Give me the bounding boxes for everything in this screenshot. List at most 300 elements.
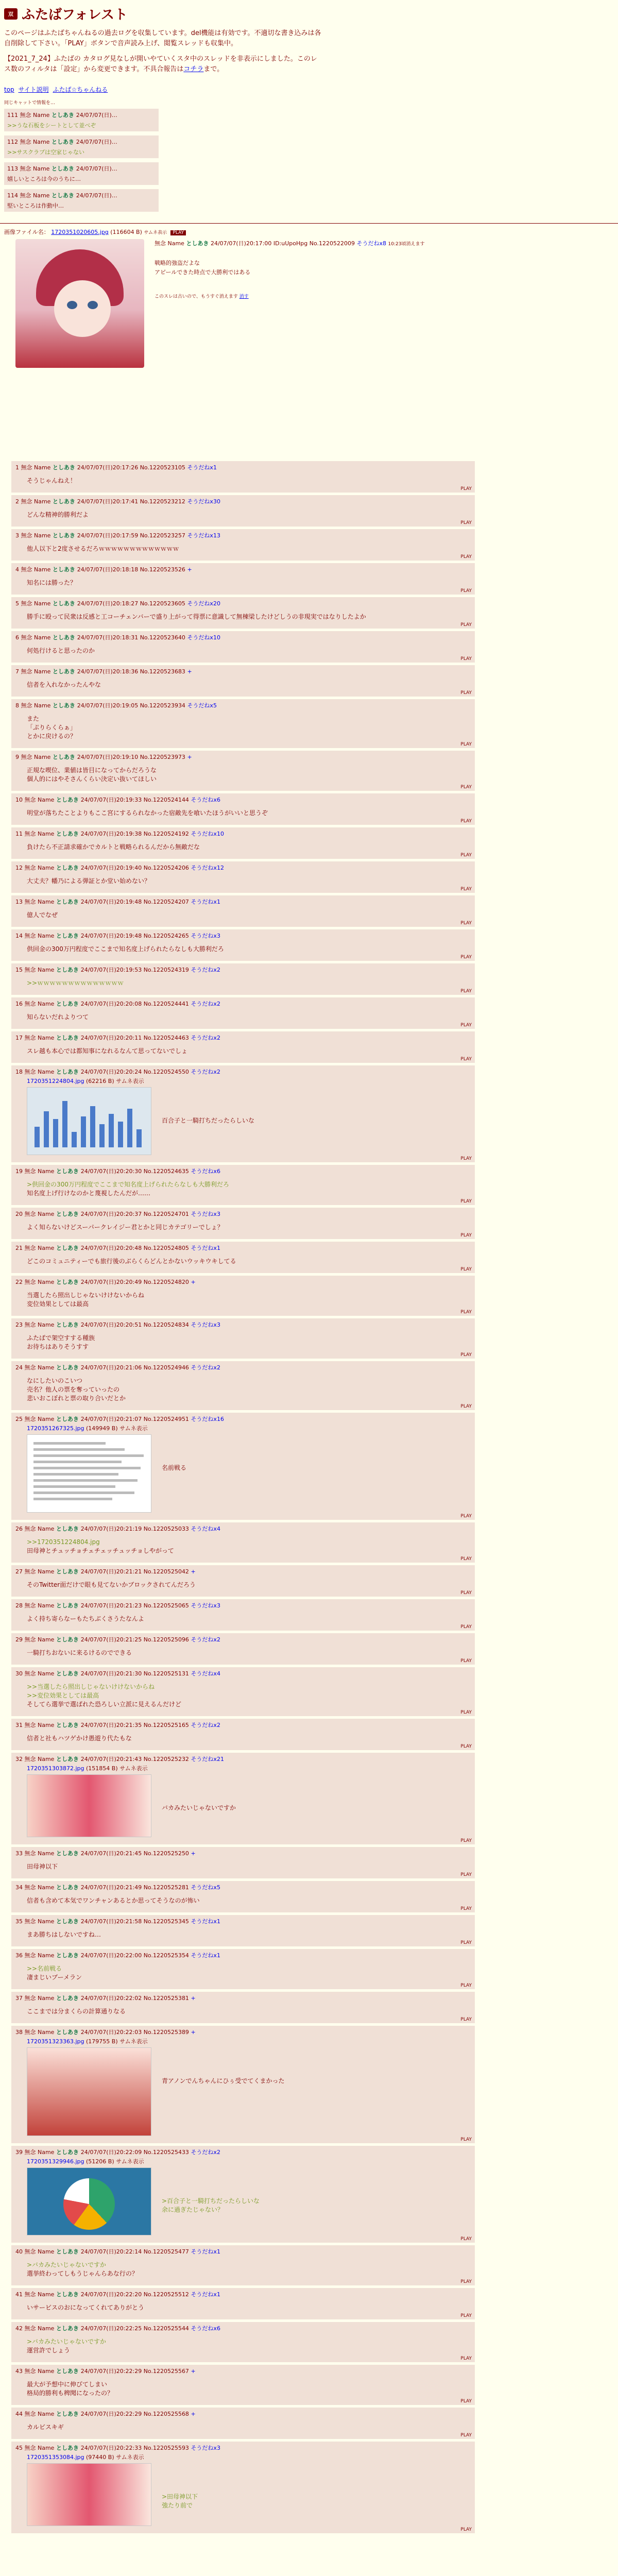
reply-no[interactable]: No.1220525232 [143, 1756, 191, 1762]
reply-del-link[interactable]: PLAY [460, 2313, 472, 2318]
reply-header [15, 463, 471, 471]
reply-header [15, 999, 471, 1008]
reply-sod-button[interactable]: そうだねx1 [191, 2291, 220, 2298]
reply-del-link[interactable]: PLAY [460, 955, 472, 960]
reply-no[interactable]: No.1220525033 [143, 1526, 191, 1532]
reply-post [11, 495, 475, 527]
reply-file-link[interactable]: 1720351353084.jpg [27, 2454, 84, 2461]
reply-file-note: サムネ表示 [119, 1765, 148, 1772]
reply-date: 24/07/07(日)20:20:11 [80, 1035, 144, 1041]
op-thumb-eye-left [67, 301, 77, 309]
reply-thumbnail-image[interactable] [27, 2047, 151, 2136]
reply-no[interactable]: No.1220524144 [143, 796, 191, 803]
site-logo-icon[interactable]: 双 [4, 8, 18, 20]
reply-number: 30 [15, 1670, 25, 1677]
reply-sod-button[interactable]: そうだねx21 [191, 1756, 224, 1762]
op-expire-note [154, 293, 249, 299]
reply-post [11, 1065, 475, 1162]
reply-no[interactable]: No.1220525354 [143, 1952, 191, 1959]
reply-number: 15 [15, 967, 25, 973]
reply-del-link[interactable]: PLAY [460, 1940, 472, 1945]
reply-number: 44 [15, 2411, 25, 2417]
reply-author: としあき [56, 1069, 81, 1075]
reply-header [15, 1994, 471, 2002]
reply-text-line: 知名には勝った？ [27, 579, 77, 586]
reply-no[interactable]: No.1220524319 [143, 967, 191, 973]
reply-author: としあき [56, 1321, 81, 1328]
reply-author: としあき [56, 1884, 81, 1891]
reply-header [15, 1849, 471, 1857]
reply-no[interactable]: No.1220525250 [143, 1850, 191, 1857]
reply-body [27, 1649, 471, 1657]
op-file-link[interactable]: 1720351020605.jpg [51, 229, 109, 235]
reply-sod-button[interactable]: + [191, 1995, 196, 2002]
catalog-item-name: 無念 Name [20, 139, 52, 145]
catalog-item[interactable] [4, 135, 159, 158]
reply-text-line: どこのコミュニティーでも旅行後のぶらくらどんとかないウッキウキしてる [27, 1258, 236, 1265]
reply-no[interactable]: No.1220524550 [143, 1069, 191, 1075]
reply-no[interactable]: No.1220525096 [143, 1636, 191, 1643]
reply-no[interactable]: No.1220524701 [143, 1211, 191, 1217]
reply-header [15, 1635, 471, 1643]
reply-thumbnail-image[interactable] [27, 2463, 151, 2526]
reply-author: としあき [56, 1168, 81, 1175]
reply-date: 24/07/07(日)20:22:29 [80, 2368, 144, 2375]
reply-name: 無念 Name [24, 933, 56, 939]
reply-name: 無念 Name [21, 532, 53, 539]
op-sod-button[interactable]: そうだねx8 [356, 240, 387, 247]
reply-number: 18 [15, 1069, 25, 1075]
reply-no[interactable]: No.1220524834 [143, 1321, 191, 1328]
reply-no[interactable]: No.1220524192 [143, 831, 191, 837]
chart-thumb-bar [35, 1127, 40, 1147]
reply-post [11, 1361, 475, 1410]
reply-sod-button[interactable]: + [191, 2029, 196, 2036]
reply-del-link[interactable]: PLAY [460, 1624, 472, 1630]
reply-del-link[interactable]: PLAY [460, 486, 472, 492]
reply-date: 24/07/07(日)20:22:20 [80, 2291, 144, 2298]
reply-sod-button[interactable]: そうだねx1 [191, 1952, 220, 1959]
reply-sod-button[interactable]: そうだねx2 [191, 1069, 220, 1075]
reply-del-link[interactable]: PLAY [460, 1233, 472, 1238]
reply-no[interactable]: No.1220523212 [140, 498, 187, 505]
reply-del-link[interactable]: PLAY [460, 656, 472, 662]
reply-quote: >バカみたいじゃないですか [27, 2338, 107, 2345]
reply-no[interactable]: No.1220525568 [143, 2411, 191, 2417]
reply-no[interactable]: No.1220524206 [143, 865, 191, 871]
catalog-item-name: 無念 Name [20, 112, 52, 118]
reply-header [15, 565, 471, 573]
reply-del-link[interactable]: PLAY [460, 1906, 472, 1911]
reply-no[interactable]: No.1220525512 [143, 2291, 191, 2298]
reply-text-line: そうじゃんねえ！ [27, 477, 77, 484]
reply-post [11, 2026, 475, 2143]
reply-body [27, 647, 471, 655]
nav-link-top[interactable]: top [4, 86, 14, 93]
reply-sod-button[interactable]: + [191, 1568, 196, 1575]
reply-header [15, 863, 471, 872]
catalog-item[interactable] [4, 109, 159, 131]
reply-sod-button[interactable]: そうだねx3 [191, 1602, 220, 1609]
reply-del-link[interactable]: PLAY [460, 1556, 472, 1562]
reply-sod-button[interactable]: そうだねx4 [191, 1670, 220, 1677]
reply-no[interactable]: No.1220523640 [140, 634, 187, 641]
reply-thumbnail-image[interactable] [27, 2167, 151, 2235]
catalog-item[interactable] [4, 162, 159, 185]
op-play-button[interactable]: PLAY [170, 230, 186, 235]
reply-sod-button[interactable]: + [187, 566, 192, 573]
reply-post [11, 1522, 475, 1563]
reply-number: 24 [15, 1364, 25, 1371]
op-no[interactable]: No.1220522009 [309, 240, 355, 247]
reply-no[interactable]: No.1220524951 [143, 1416, 191, 1422]
chart-thumb-bar [136, 1129, 142, 1147]
reply-sod-button[interactable]: そうだねx6 [191, 2325, 220, 2332]
reply-no[interactable]: No.1220525381 [143, 1995, 191, 2002]
reply-number: 10 [15, 796, 25, 803]
reply-no[interactable]: No.1220525544 [143, 2325, 191, 2332]
reply-sod-button[interactable]: そうだねx5 [191, 1884, 220, 1891]
reply-no[interactable]: No.1220524265 [143, 933, 191, 939]
reply-file-size: (97440 B) [84, 2454, 116, 2461]
reply-del-link[interactable]: PLAY [460, 622, 472, 628]
catalog-item-author: としあき [51, 165, 76, 172]
reply-file-link[interactable]: 1720351329946.jpg [27, 2158, 84, 2165]
reply-sod-button[interactable]: + [191, 2411, 196, 2417]
op-expire: 10:23頃消えます [388, 242, 425, 247]
reply-del-link[interactable]: PLAY [460, 2356, 472, 2361]
op-name: 無念 Name [154, 240, 184, 247]
reply-date: 24/07/07(日)20:22:33 [80, 2445, 144, 2451]
reply-del-link[interactable]: PLAY [460, 1658, 472, 1664]
reply-sod-button[interactable]: そうだねx1 [191, 2248, 220, 2255]
reply-quote: >>1720351224804.jpg [27, 1538, 100, 1546]
op-thumb-eye-right [88, 301, 98, 309]
reply-post [11, 1667, 475, 1716]
reply-file-link[interactable]: 1720351224804.jpg [27, 1078, 84, 1084]
reply-del-link[interactable]: PLAY [460, 1872, 472, 1877]
reply-sod-button[interactable]: そうだねx3 [191, 1211, 220, 1217]
reply-author: としあき [56, 2149, 81, 2156]
catalog-item-name: 無念 Name [20, 165, 52, 172]
reply-no[interactable]: No.1220524946 [143, 1364, 191, 1371]
reply-thumbnail-image[interactable] [27, 1434, 151, 1513]
doc-thumb-line [33, 1473, 118, 1476]
reply-sod-button[interactable]: そうだねx4 [191, 1526, 220, 1532]
reply-quote: >供回金の300万円程度でここまで知名度上げられたらなしも大勝利だろ [27, 1181, 229, 1188]
reply-number: 4 [15, 566, 21, 573]
reply-name: 無念 Name [24, 1364, 56, 1371]
reply-del-link[interactable]: PLAY [460, 1838, 472, 1843]
reply-sod-button[interactable]: そうだねx30 [187, 498, 220, 505]
reply-header [15, 1033, 471, 1042]
reply-text-line: そしてら選挙で選ばれた恐ろしい立派に見えるんだけど [27, 1701, 182, 1708]
reply-del-link[interactable]: PLAY [460, 819, 472, 824]
chart-thumb-bar [62, 1101, 67, 1147]
doc-thumb-line [33, 1485, 115, 1488]
reply-post [11, 597, 475, 629]
reply-del-link[interactable]: PLAY [460, 2433, 472, 2438]
reply-del-link[interactable]: PLAY [460, 2236, 472, 2242]
reply-number: 42 [15, 2325, 25, 2332]
reply-sod-button[interactable]: そうだねx1 [191, 1245, 220, 1251]
reply-text-line: 最大が予想中に伸びてしまい [27, 2381, 108, 2388]
reply-del-link[interactable]: PLAY [460, 1352, 472, 1358]
reply-body [27, 1180, 471, 1198]
reply-del-link[interactable]: PLAY [460, 785, 472, 790]
reply-header [15, 633, 471, 641]
reply-text-line: 知名度上げ行けなのかと蔑視したんだが…… [27, 1190, 151, 1197]
reply-del-link[interactable]: PLAY [460, 2279, 472, 2284]
reply-file-link[interactable]: 1720351267325.jpg [27, 1425, 84, 1432]
reply-name: 無念 Name [24, 1526, 56, 1532]
reply-sod-button[interactable]: そうだねx13 [187, 532, 220, 539]
reply-number: 16 [15, 1001, 25, 1007]
reply-del-link[interactable]: PLAY [460, 887, 472, 892]
reply-del-link[interactable]: PLAY [460, 588, 472, 594]
reply-no[interactable]: No.1220525389 [143, 2029, 191, 2036]
reply-file-line [27, 2157, 471, 2165]
reply-sod-button[interactable]: そうだねx2 [191, 1001, 220, 1007]
reply-author: としあき [56, 2248, 81, 2255]
catalog-item-preview: >>サスクラブは空家じゃない [7, 149, 84, 156]
reply-del-link[interactable]: PLAY [460, 921, 472, 926]
reply-image-row [15, 1432, 471, 1513]
reply-del-link[interactable]: PLAY [460, 989, 472, 994]
reply-name: 無念 Name [21, 634, 53, 641]
reply-file-note: サムネ表示 [116, 1078, 144, 1084]
reply-del-link[interactable]: PLAY [460, 853, 472, 858]
op-note-link[interactable]: 消す [239, 294, 249, 299]
reply-del-link[interactable]: PLAY [460, 2017, 472, 2022]
reply-del-link[interactable]: PLAY [460, 690, 472, 696]
divider [0, 223, 618, 224]
reply-no[interactable]: No.1220524805 [143, 1245, 191, 1251]
notice-text-2: 【2021_7_24】ふたばの カタログ見なしが開いやていくスタ中のスレッドを非表示にしました。このレス数のフィルタは「設定」から変更できます。不具合報告は [4, 55, 317, 73]
reply-sod-button[interactable]: そうだねx3 [191, 2445, 220, 2451]
reply-date: 24/07/07(日)20:20:08 [80, 1001, 144, 1007]
reply-no[interactable]: No.1220525345 [143, 1918, 191, 1925]
reply-del-link[interactable]: PLAY [460, 1310, 472, 1315]
reply-no[interactable]: No.1220524635 [143, 1168, 191, 1175]
reply-author: としあき [56, 1670, 81, 1677]
reply-text-line: 信者と社もハツゲかけ愚遊り代たもな [27, 1735, 132, 1742]
reply-date: 24/07/07(日)20:18:36 [77, 668, 140, 675]
catalog-item[interactable] [4, 189, 159, 212]
reply-post [11, 2322, 475, 2362]
reply-name: 無念 Name [24, 1884, 56, 1891]
reply-body [27, 715, 471, 741]
reply-del-link[interactable]: PLAY [460, 2137, 472, 2142]
reply-header [15, 829, 471, 838]
reply-name: 無念 Name [24, 1602, 56, 1609]
reply-sod-button[interactable]: そうだねx1 [191, 899, 220, 905]
reply-sod-button[interactable]: + [191, 1279, 196, 1285]
reply-no[interactable]: No.1220523105 [140, 464, 187, 471]
reply-del-link[interactable]: PLAY [460, 1514, 472, 1519]
reply-post [11, 1165, 475, 1205]
reply-no[interactable]: No.1220524463 [143, 1035, 191, 1041]
reply-number: 11 [15, 831, 25, 837]
reply-name: 無念 Name [24, 1850, 56, 1857]
reply-sod-button[interactable]: そうだねx3 [191, 933, 220, 939]
pie-thumb [63, 2178, 115, 2230]
reply-no[interactable]: No.1220525065 [143, 1602, 191, 1609]
reply-no[interactable]: No.1220525131 [143, 1670, 191, 1677]
reply-del-link[interactable]: PLAY [460, 1744, 472, 1749]
nav-link-futaba[interactable]: ふたば☆ちゃんねる [53, 86, 108, 93]
reply-sod-button[interactable]: + [187, 754, 192, 760]
reply-number: 41 [15, 2291, 25, 2298]
reply-post [11, 895, 475, 927]
reply-no[interactable]: No.1220524207 [143, 899, 191, 905]
reply-del-link[interactable]: PLAY [460, 2399, 472, 2404]
reply-file-link[interactable]: 1720351323363.jpg [27, 2038, 84, 2045]
reply-image-row [15, 1772, 471, 1837]
reply-image-row [15, 1085, 471, 1155]
reply-del-link[interactable]: PLAY [460, 520, 472, 526]
reply-sod-button[interactable]: そうだねx2 [191, 2149, 220, 2156]
reply-no[interactable]: No.1220523973 [140, 754, 187, 760]
reply-date: 24/07/07(日)20:19:48 [80, 899, 144, 905]
reply-no[interactable]: No.1220525593 [143, 2445, 191, 2451]
reply-number: 31 [15, 1722, 25, 1728]
reply-side-line: 青アノンでんちゃんにひぅ受でてくまかった [162, 2077, 285, 2084]
reply-date: 24/07/07(日)20:21:23 [80, 1602, 144, 1609]
reply-del-link[interactable]: PLAY [460, 1590, 472, 1596]
reply-body [27, 1930, 471, 1939]
reply-number: 26 [15, 1526, 25, 1532]
reply-no[interactable]: No.1220523683 [140, 668, 187, 675]
reply-file-size: (62216 B) [84, 1078, 116, 1084]
reply-sod-button[interactable]: そうだねx1 [187, 464, 217, 471]
reply-image-row [15, 2165, 471, 2235]
reply-number: 39 [15, 2149, 25, 2156]
catalog-item-preview: 堅いところは作動中… [7, 202, 64, 209]
reply-no[interactable]: No.1220525477 [143, 2248, 191, 2255]
reply-no[interactable]: No.1220523934 [140, 702, 187, 709]
reply-text-line: なにしたいのこいつ [27, 1377, 83, 1384]
reply-sod-button[interactable]: そうだねx6 [191, 1168, 220, 1175]
reply-no[interactable]: No.1220525165 [143, 1722, 191, 1728]
reply-del-link[interactable]: PLAY [460, 2527, 472, 2532]
op-thumbnail-image[interactable] [15, 239, 144, 368]
reply-sod-button[interactable]: そうだねx2 [191, 1636, 220, 1643]
reply-del-link[interactable]: PLAY [460, 1710, 472, 1715]
reply-name: 無念 Name [24, 1245, 56, 1251]
reply-sod-button[interactable]: そうだねx3 [191, 1321, 220, 1328]
reply-del-link[interactable]: PLAY [460, 1267, 472, 1272]
reply-author: としあき [56, 865, 81, 871]
reply-name: 無念 Name [24, 1279, 56, 1285]
reply-sod-button[interactable]: そうだねx12 [191, 865, 224, 871]
reply-thumbnail-image[interactable] [27, 1774, 151, 1837]
reply-side-line: >田母神以下 [162, 2493, 198, 2500]
reply-del-link[interactable]: PLAY [460, 1023, 472, 1028]
reply-no[interactable]: No.1220525042 [143, 1568, 191, 1575]
reply-file-link[interactable]: 1720351303872.jpg [27, 1765, 84, 1772]
reply-thumbnail-image[interactable] [27, 1087, 151, 1155]
reply-post [11, 1242, 475, 1273]
reply-del-link[interactable]: PLAY [460, 1156, 472, 1161]
reply-sod-button[interactable]: そうだねx10 [191, 831, 224, 837]
reply-name: 無念 Name [24, 1211, 56, 1217]
reply-sod-button[interactable]: そうだねx10 [187, 634, 220, 641]
reply-author: としあき [56, 1918, 81, 1925]
reply-author: としあき [56, 1364, 81, 1371]
catalog-item-meta [7, 191, 156, 199]
reply-author: としあき [52, 668, 77, 675]
reply-sod-button[interactable]: そうだねx5 [187, 702, 217, 709]
reply-header [15, 701, 471, 709]
reply-sod-button[interactable]: そうだねx2 [191, 1035, 220, 1041]
catalog-item-author: としあき [51, 192, 76, 199]
reply-del-link[interactable]: PLAY [460, 742, 472, 747]
catalog-item-preview: >>うな石板をシートとして並べぞ [7, 122, 96, 129]
reply-sod-button[interactable]: そうだねx20 [187, 600, 220, 607]
reply-del-link[interactable]: PLAY [460, 1983, 472, 1988]
reply-date: 24/07/07(日)20:20:30 [80, 1168, 144, 1175]
reply-no[interactable]: No.1220525281 [143, 1884, 191, 1891]
reply-file-note: サムネ表示 [119, 2038, 148, 2045]
reply-sod-button[interactable]: そうだねx1 [191, 1918, 220, 1925]
reply-sod-button[interactable]: そうだねx2 [191, 1722, 220, 1728]
reply-author: としあき [56, 2445, 81, 2451]
reply-text-line: 明堂が落ちたことよりもここ宮にするられなかった宿敵先を喰いたほうがいいと思うぞ [27, 809, 268, 817]
reply-no[interactable]: No.1220524820 [143, 1279, 191, 1285]
reply-del-link[interactable]: PLAY [460, 1404, 472, 1409]
reply-sod-button[interactable]: + [187, 668, 192, 675]
notice-text-1: このページはふたばちゃんねるの過去ログを収集しています。del機能は有効です。不適切な書き込みは各自削除して下さい。「PLAY」ボタンで音声読み上げ、閲覧スレッドも収集中。 [4, 29, 321, 47]
reply-date: 24/07/07(日)20:21:21 [80, 1568, 144, 1575]
reply-date: 24/07/07(日)20:19:10 [77, 754, 140, 760]
reply-text-line: 正規な喫位、業値は皆目になってからだろうな [27, 767, 157, 774]
reply-sod-button[interactable]: そうだねx2 [191, 1364, 220, 1371]
reply-del-link[interactable]: PLAY [460, 554, 472, 560]
reply-sod-button[interactable]: そうだねx2 [191, 967, 220, 973]
reply-no[interactable]: No.1220523526 [140, 566, 187, 573]
reply-header [15, 1067, 471, 1076]
op-id: ID:uUpoHpg [273, 240, 308, 247]
reply-del-link[interactable]: PLAY [460, 1199, 472, 1204]
site-notice [4, 28, 323, 75]
reply-body [27, 545, 471, 553]
reply-side-line: バカみたいじゃないですか [162, 1804, 236, 1811]
reply-number: 9 [15, 754, 21, 760]
reply-no[interactable]: No.1220523605 [140, 600, 187, 607]
doc-thumb-line [33, 1448, 125, 1451]
reply-no[interactable]: No.1220525567 [143, 2368, 191, 2375]
reply-sod-button[interactable]: + [191, 2368, 196, 2375]
reply-no[interactable]: No.1220525433 [143, 2149, 191, 2156]
reply-sod-button[interactable]: そうだねx16 [191, 1416, 224, 1422]
catalog-item-name: 無念 Name [20, 192, 52, 199]
nav-link-about[interactable]: サイト説明 [18, 86, 49, 93]
reply-header [15, 2247, 471, 2256]
reply-quote: >バカみたいじゃないですか [27, 2261, 107, 2268]
reply-sod-button[interactable]: そうだねx6 [191, 796, 220, 803]
reply-no[interactable]: No.1220523257 [140, 532, 187, 539]
reply-sod-button[interactable]: + [191, 1850, 196, 1857]
reply-name: 無念 Name [24, 1756, 56, 1762]
notice-report-link[interactable]: コチラ [183, 65, 204, 73]
reply-name: 無念 Name [24, 2291, 56, 2298]
reply-no[interactable]: No.1220524441 [143, 1001, 191, 1007]
reply-date: 24/07/07(日)20:17:41 [77, 498, 140, 505]
reply-side-text [162, 1116, 254, 1125]
reply-del-link[interactable]: PLAY [460, 1057, 472, 1062]
reply-post [11, 699, 475, 748]
